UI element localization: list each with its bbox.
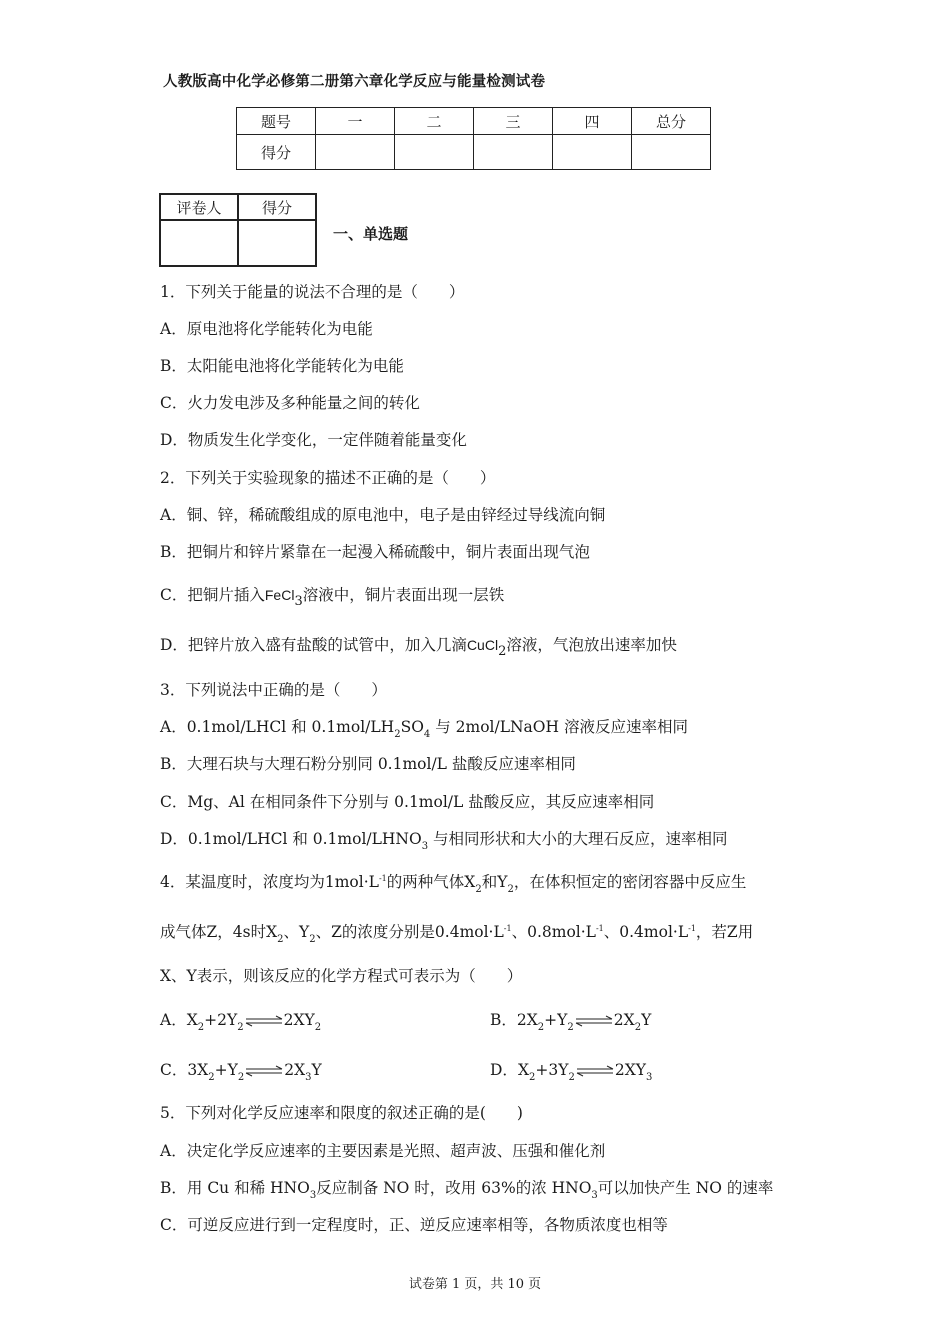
option-text: B．用 Cu 和稀 HNO bbox=[160, 1179, 310, 1197]
chem-formula: FeCl bbox=[264, 587, 295, 603]
option-text: 溶液，气泡放出速率加快 bbox=[506, 636, 677, 654]
exam-title: 人教版高中化学必修第二册第六章化学反应与能量检测试卷 bbox=[163, 74, 546, 90]
formula: Y bbox=[497, 873, 508, 891]
subscript: 2 bbox=[507, 884, 514, 895]
superscript: -1 bbox=[688, 924, 696, 933]
formula: +Y bbox=[214, 1061, 238, 1079]
subscript: 3 bbox=[421, 841, 429, 852]
formula: X bbox=[517, 1061, 529, 1079]
option-text: 溶液中，铜片表面出现一层铁 bbox=[302, 586, 505, 604]
formula: +2Y bbox=[204, 1011, 238, 1029]
subscript: 2 bbox=[634, 1022, 642, 1033]
question-3-option-c[interactable]: C．Mg、Al 在相同条件下分别与 0.1mol/L 盐酸反应，其反应速率相同 bbox=[160, 793, 655, 811]
option-text: SO bbox=[400, 718, 424, 736]
question-4-option-c[interactable] bbox=[160, 1058, 322, 1083]
concentration: 1mol·L bbox=[324, 873, 379, 891]
stem-text: 、 bbox=[511, 923, 528, 941]
option-text: 与 2mol/LNaOH 溶液反应速率相同 bbox=[430, 718, 688, 736]
grader-table bbox=[159, 193, 317, 267]
stem-text: 和 bbox=[481, 873, 498, 891]
subscript: 2 bbox=[309, 934, 316, 945]
subscript: 2 bbox=[314, 1022, 322, 1033]
option-label: B． bbox=[490, 1011, 517, 1029]
score-header-cell: 三 bbox=[474, 108, 553, 135]
option-text: 反应制备 NO 时，改用 63%的浓 HNO bbox=[316, 1179, 592, 1197]
question-4-stem-line-3: X、Y表示，则该反应的化学方程式可表示为（ ） bbox=[160, 967, 523, 985]
formula: 2XY bbox=[614, 1061, 646, 1079]
question-5-stem: 5．下列对化学反应速率和限度的叙述正确的是( ) bbox=[160, 1104, 523, 1122]
score-header-cell: 题号 bbox=[237, 108, 316, 135]
stem-text: 4．某温度时，浓度均为 bbox=[160, 873, 325, 891]
option-text: 可以加快产生 NO 的速率 bbox=[597, 1179, 774, 1197]
superscript: -1 bbox=[595, 924, 604, 933]
superscript: -1 bbox=[378, 874, 387, 883]
equilibrium-arrow-icon bbox=[245, 1015, 283, 1027]
option-text: A．0.1mol/LHCl 和 0.1mol/LH bbox=[160, 718, 395, 736]
section-title: 一、单选题 bbox=[333, 225, 409, 243]
chem-formula: CuCl bbox=[466, 637, 499, 653]
option-label: D． bbox=[490, 1061, 518, 1079]
equilibrium-arrow-icon bbox=[575, 1015, 613, 1027]
grader-header: 得分 bbox=[238, 194, 316, 220]
question-1-option-c[interactable]: C．火力发电涉及多种能量之间的转化 bbox=[160, 394, 420, 412]
grader-cell[interactable] bbox=[160, 220, 238, 266]
page-footer: 试卷第 1 页，共 10 页 bbox=[408, 1277, 542, 1292]
formula: 2X bbox=[284, 1061, 306, 1079]
score-table bbox=[236, 107, 711, 170]
stem-text: 、Z的浓度分别是 bbox=[315, 923, 435, 941]
question-5-option-a[interactable]: A．决定化学反应速率的主要因素是光照、超声波、压强和催化剂 bbox=[160, 1142, 606, 1160]
stem-text: 、 bbox=[603, 923, 620, 941]
question-3-option-a[interactable] bbox=[160, 715, 688, 740]
stem-text: ，在体积恒定的密闭容器中反应生 bbox=[513, 873, 747, 891]
formula: X bbox=[186, 1011, 198, 1029]
formula: X bbox=[464, 873, 476, 891]
question-3-stem: 3．下列说法中正确的是（ ） bbox=[160, 681, 387, 699]
question-4-stem-line-2 bbox=[160, 920, 754, 945]
question-1-stem: 1．下列关于能量的说法不合理的是（ ） bbox=[160, 283, 465, 301]
concentration: 0.4mol·L bbox=[619, 923, 689, 941]
formula: Y bbox=[299, 923, 310, 941]
question-2-option-c[interactable] bbox=[160, 583, 505, 609]
question-4-option-a[interactable] bbox=[160, 1008, 322, 1033]
score-header-cell: 一 bbox=[316, 108, 395, 135]
subscript: 2 bbox=[498, 644, 507, 659]
question-4-stem-line-1 bbox=[160, 870, 747, 895]
subscript: 4 bbox=[423, 729, 431, 740]
formula: 2XY bbox=[283, 1011, 315, 1029]
question-1-option-b[interactable]: B．太阳能电池将化学能转化为电能 bbox=[160, 357, 404, 375]
score-cell[interactable] bbox=[553, 135, 632, 170]
question-1-option-a[interactable]: A．原电池将化学能转化为电能 bbox=[160, 320, 373, 338]
score-header-cell: 二 bbox=[395, 108, 474, 135]
equilibrium-arrow-icon bbox=[576, 1065, 614, 1077]
option-label: A． bbox=[160, 1011, 187, 1029]
question-3-option-d[interactable] bbox=[160, 827, 728, 852]
subscript: 3 bbox=[309, 1190, 317, 1201]
formula: 2X bbox=[516, 1011, 538, 1029]
grader-cell[interactable] bbox=[238, 220, 316, 266]
option-text: D．0.1mol/LHCl 和 0.1mol/LHNO bbox=[160, 830, 422, 848]
score-cell[interactable] bbox=[316, 135, 395, 170]
subscript: 2 bbox=[277, 934, 284, 945]
score-header-cell: 四 bbox=[553, 108, 632, 135]
score-cell[interactable] bbox=[395, 135, 474, 170]
subscript: 2 bbox=[197, 1022, 205, 1033]
question-2-option-d[interactable] bbox=[160, 633, 677, 659]
concentration: 0.4mol·L bbox=[434, 923, 504, 941]
question-2-option-b[interactable]: B．把铜片和锌片紧靠在一起漫入稀硫酸中，铜片表面出现气泡 bbox=[160, 543, 590, 561]
question-3-option-b[interactable]: B．大理石块与大理石粉分别同 0.1mol/L 盐酸反应速率相同 bbox=[160, 755, 576, 773]
question-4-option-b[interactable] bbox=[490, 1008, 652, 1033]
concentration: 0.8mol·L bbox=[527, 923, 596, 941]
formula: Y bbox=[311, 1061, 322, 1079]
question-4-option-d[interactable] bbox=[490, 1058, 653, 1083]
score-cell[interactable] bbox=[632, 135, 711, 170]
stem-text: 、 bbox=[283, 923, 300, 941]
subscript: 3 bbox=[645, 1072, 653, 1083]
option-text: 与相同形状和大小的大理石反应，速率相同 bbox=[428, 830, 728, 848]
score-header-cell: 总分 bbox=[632, 108, 711, 135]
question-1-option-d[interactable]: D．物质发生化学变化，一定伴随着能量变化 bbox=[160, 431, 467, 449]
formula: +3Y bbox=[535, 1061, 569, 1079]
score-cell[interactable] bbox=[474, 135, 553, 170]
formula: +Y bbox=[544, 1011, 568, 1029]
subscript: 2 bbox=[208, 1072, 215, 1083]
stem-text: 的两种气体 bbox=[386, 873, 465, 891]
option-text: D．把锌片放入盛有盐酸的试管中，加入几滴 bbox=[160, 636, 467, 654]
subscript: 3 bbox=[294, 594, 303, 609]
stem-text: ，若Z用 bbox=[695, 923, 754, 941]
formula: Y bbox=[641, 1011, 652, 1029]
subscript: 2 bbox=[568, 1072, 575, 1083]
score-row-label: 得分 bbox=[237, 135, 316, 170]
formula: 2X bbox=[613, 1011, 635, 1029]
subscript: 3 bbox=[305, 1072, 312, 1083]
question-2-stem: 2．下列关于实验现象的描述不正确的是（ ） bbox=[160, 469, 496, 487]
subscript: 2 bbox=[475, 884, 482, 895]
formula: 3X bbox=[187, 1061, 209, 1079]
subscript: 2 bbox=[537, 1022, 545, 1033]
subscript: 2 bbox=[237, 1022, 244, 1033]
equilibrium-arrow-icon bbox=[245, 1065, 283, 1077]
option-text: C．把铜片插入 bbox=[160, 586, 265, 604]
question-2-option-a[interactable]: A．铜、锌，稀硫酸组成的原电池中，电子是由锌经过导线流向铜 bbox=[160, 506, 606, 524]
formula: X bbox=[266, 923, 278, 941]
subscript: 3 bbox=[591, 1190, 598, 1201]
stem-text: 成气体Z，4s时 bbox=[160, 923, 267, 941]
subscript: 2 bbox=[237, 1072, 245, 1083]
superscript: -1 bbox=[503, 924, 512, 933]
subscript: 2 bbox=[567, 1022, 574, 1033]
subscript: 2 bbox=[528, 1072, 536, 1083]
subscript: 2 bbox=[394, 729, 401, 740]
option-label: C． bbox=[160, 1061, 188, 1079]
question-5-option-b[interactable] bbox=[160, 1176, 774, 1201]
grader-header: 评卷人 bbox=[160, 194, 238, 220]
question-5-option-c[interactable]: C．可逆反应进行到一定程度时，正、逆反应速率相等，各物质浓度也相等 bbox=[160, 1216, 668, 1234]
